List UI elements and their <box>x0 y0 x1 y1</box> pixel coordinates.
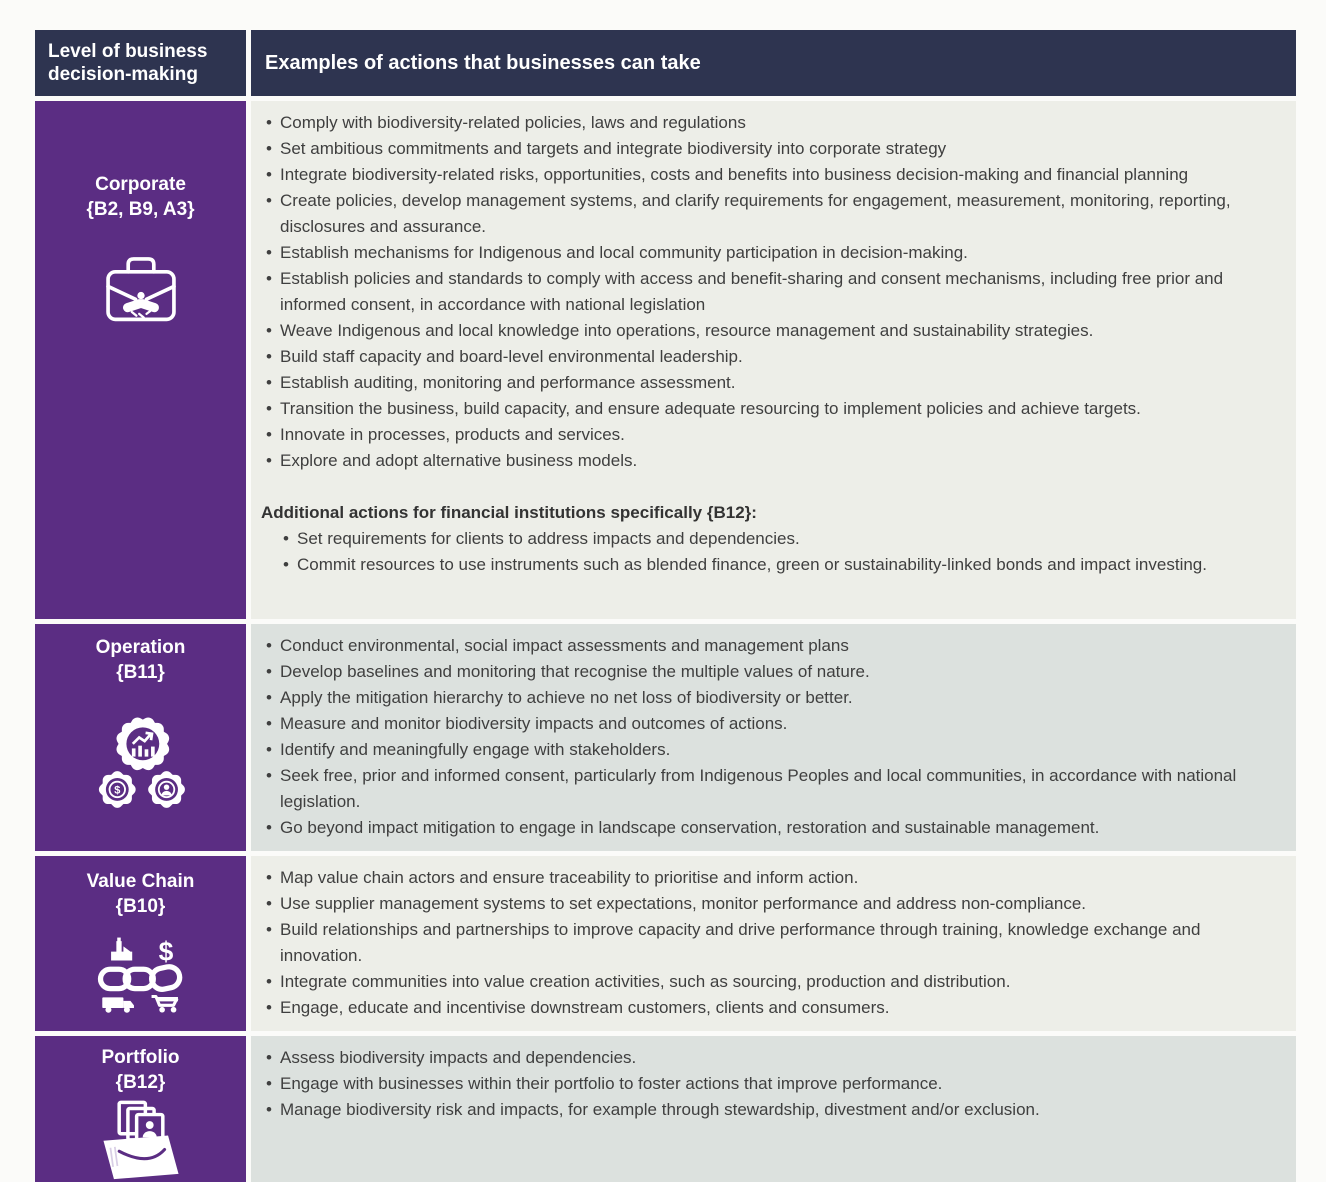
bullet-item: • Establish mechanisms for Indigenous and local community participation in decision-making. <box>261 240 1270 266</box>
value-chain-actions <box>251 856 1296 1031</box>
header-examples-of-actions <box>251 30 1296 96</box>
bullet-item: • Go beyond impact mitigation to engage in landscape conservation, restoration and sustainable management. <box>261 815 1270 841</box>
svg-text:$: $ <box>113 784 120 797</box>
row-label-operation <box>35 624 246 851</box>
supply-chain-icon <box>88 927 194 1015</box>
row-label-portfolio <box>35 1036 246 1182</box>
bullet-item: • Map value chain actors and ensure traceability to prioritise and inform action. <box>261 865 1270 891</box>
header-col2-text: Examples of actions that businesses can take <box>265 51 701 74</box>
bullet-item: • Integrate communities into value creation activities, such as sourcing, production and distribution. <box>261 969 1270 995</box>
bullet-item: • Assess biodiversity impacts and dependencies. <box>261 1045 1270 1071</box>
bullet-item: • Develop baselines and monitoring that recognise the multiple values of nature. <box>261 659 1270 685</box>
operation-label: Operation <box>95 637 186 659</box>
bullet-item: • Establish auditing, monitoring and performance assessment. <box>261 370 1270 396</box>
bullet-item: • Explore and adopt alternative business models. <box>261 448 1270 474</box>
bullet-item: • Build relationships and partnerships to improve capacity and drive performance through training, knowledge exchange and innovation. <box>261 917 1270 969</box>
bullet-item: • Set requirements for clients to address impacts and dependencies. <box>278 526 1270 552</box>
bullet-item: • Engage, educate and incentivise downstream customers, clients and consumers. <box>261 995 1270 1021</box>
bullet-item: • Identify and meaningfully engage with stakeholders. <box>261 737 1270 763</box>
value-chain-ref: {B10} <box>115 895 166 917</box>
briefcase-handshake-icon <box>95 248 187 334</box>
bullet-item: • Measure and monitor biodiversity impacts and outcomes of actions. <box>261 711 1270 737</box>
bullet-item: • Apply the mitigation hierarchy to achieve no net loss of biodiversity or better. <box>261 685 1270 711</box>
value-chain-bullet-list <box>261 865 1270 1021</box>
actions-table <box>35 30 1296 1182</box>
bullet-item: • Comply with biodiversity-related policies, laws and regulations <box>261 110 1270 136</box>
corporate-bullet-list <box>261 110 1270 474</box>
portfolio-folder-icon <box>93 1097 189 1181</box>
portfolio-bullet-list <box>261 1045 1270 1123</box>
bullet-item: • Use supplier management systems to set expectations, monitor performance and address non-compliance. <box>261 891 1270 917</box>
operation-bullet-list <box>261 633 1270 841</box>
bullet-item: • Innovate in processes, products and services. <box>261 422 1270 448</box>
bullet-item: • Create policies, develop management systems, and clarify requirements for engagement, measurement, monitoring, reporting, disclosures and assurance. <box>261 188 1270 240</box>
operation-actions <box>251 624 1296 851</box>
row-label-corporate <box>35 101 246 619</box>
bullet-item: • Weave Indigenous and local knowledge into operations, resource management and sustainability strategies. <box>261 318 1270 344</box>
bullet-item: • Integrate biodiversity-related risks, opportunities, costs and benefits into business decision-making and financial planning <box>261 162 1270 188</box>
bullet-item: • Manage biodiversity risk and impacts, for example through stewardship, divestment and/or exclusion. <box>261 1097 1270 1123</box>
bullet-item: • Build staff capacity and board-level environmental leadership. <box>261 344 1270 370</box>
portfolio-label: Portfolio <box>101 1047 180 1069</box>
bullet-item: • Transition the business, build capacity, and ensure adequate resourcing to implement policies and achieve targets. <box>261 396 1270 422</box>
corporate-ref: {B2, B9, A3} <box>86 198 195 220</box>
financial-institutions-bullet-list <box>278 526 1270 578</box>
portfolio-ref: {B12} <box>115 1071 166 1093</box>
corporate-actions <box>251 101 1296 619</box>
header-col1-text: Level of business decision-making <box>48 41 208 86</box>
value-chain-label: Value Chain <box>86 871 195 893</box>
operation-ref: {B11} <box>116 661 165 683</box>
bullet-item: • Set ambitious commitments and targets and integrate biodiversity into corporate strategy <box>261 136 1270 162</box>
bullet-item: • Establish policies and standards to comply with access and benefit-sharing and consent mechanisms, including free prior and informed consent, in accordance with national legislation <box>261 266 1270 318</box>
svg-text:$: $ <box>158 936 173 967</box>
financial-institutions-subheading: Additional actions for financial institutions specifically {B12}: <box>261 503 757 523</box>
bullet-item: • Conduct environmental, social impact assessments and management plans <box>261 633 1270 659</box>
corporate-label: Corporate <box>95 174 186 196</box>
row-label-value-chain <box>35 856 246 1031</box>
header-level-of-decision-making <box>35 30 246 96</box>
bullet-item: • Seek free, prior and informed consent, particularly from Indigenous Peoples and local communities, in accordance with national legislation. <box>261 763 1270 815</box>
gears-icon <box>86 711 196 815</box>
bullet-item: • Commit resources to use instruments such as blended finance, green or sustainability-linked bonds and impact investing. <box>278 552 1270 578</box>
portfolio-actions <box>251 1036 1296 1182</box>
bullet-item: • Engage with businesses within their portfolio to foster actions that improve performance. <box>261 1071 1270 1097</box>
